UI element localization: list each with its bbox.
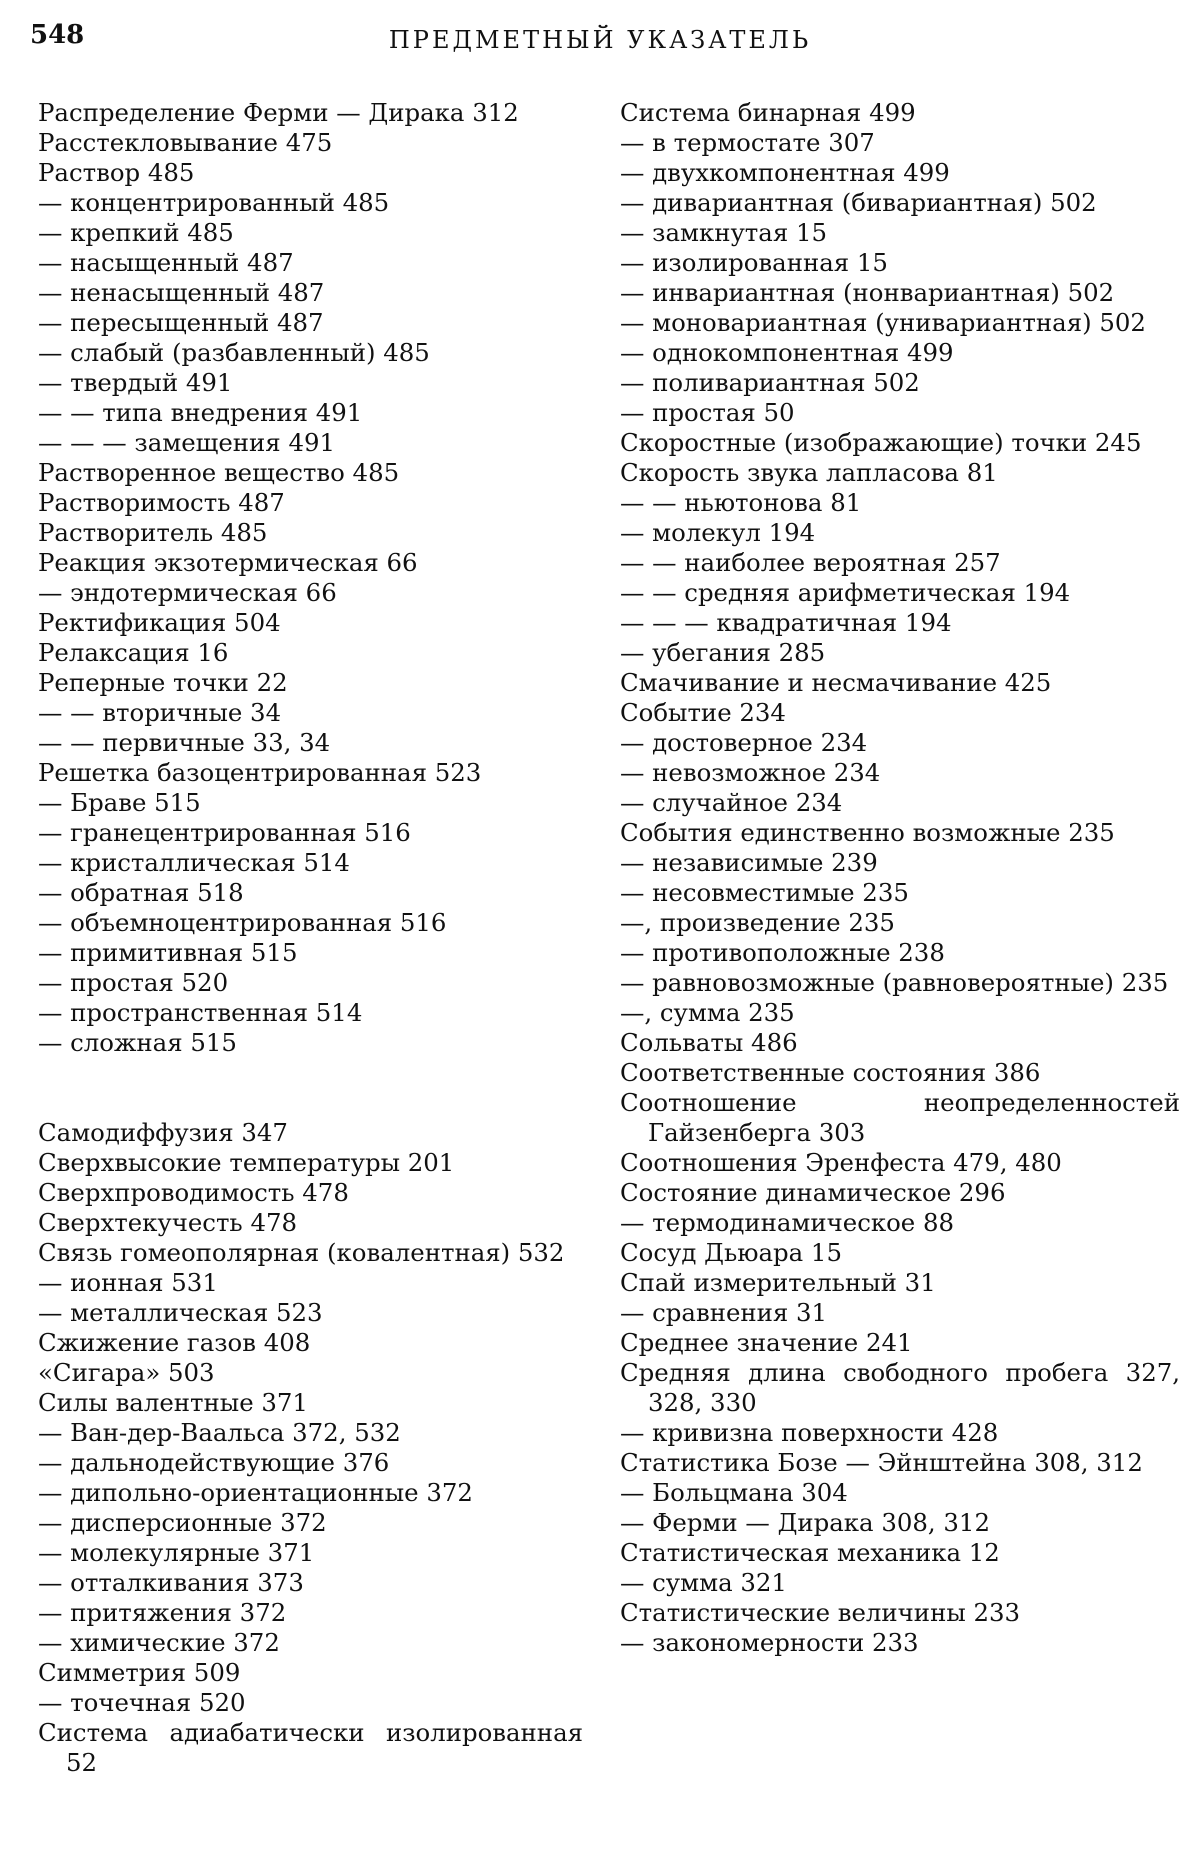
index-entry: Соответственные состояния 386 — [620, 1058, 1041, 1087]
index-entry: — кристаллическая 514 — [38, 848, 350, 877]
index-entry: — Ван-дер-Ваальса 372, 532 — [38, 1418, 401, 1447]
index-column-right — [620, 98, 1180, 1658]
index-entry: Реперные точки 22 — [38, 668, 288, 697]
index-entry: Сольваты 486 — [620, 1028, 798, 1057]
index-entry: Расстекловывание 475 — [38, 128, 333, 157]
index-entry: Скорость звука лапласова 81 — [620, 458, 998, 487]
index-entry: — дальнодействующие 376 — [38, 1448, 390, 1477]
index-entry: — гранецентрированная 516 — [38, 818, 411, 847]
index-entry: — молекул 194 — [620, 518, 816, 547]
index-group-r — [38, 98, 583, 1058]
index-entry: — дипольно-ориентационные 372 — [38, 1478, 473, 1507]
index-entry: Статистические величины 233 — [620, 1598, 1021, 1627]
index-group-s-continued — [620, 98, 1180, 1658]
index-entry: — металлическая 523 — [38, 1298, 323, 1327]
index-entry: Состояние динамическое 296 — [620, 1178, 1006, 1207]
index-entry: Сосуд Дьюара 15 — [620, 1238, 842, 1267]
index-entry: — молекулярные 371 — [38, 1538, 315, 1567]
index-entry: — сложная 515 — [38, 1028, 237, 1057]
index-entry: — ненасыщенный 487 — [38, 278, 325, 307]
index-entry: — сумма 321 — [620, 1568, 787, 1597]
index-entry: — инвариантная (нонвариантная) 502 — [620, 278, 1115, 307]
index-entry: — объемноцентрированная 516 — [38, 908, 447, 937]
index-entry: — — вторичные 34 — [38, 698, 282, 727]
index-entry: — обратная 518 — [38, 878, 244, 907]
index-entry: Система адиабатически изолированная 52 — [38, 1718, 583, 1777]
index-entry: Смачивание и несмачивание 425 — [620, 668, 1052, 697]
index-entry: — достоверное 234 — [620, 728, 868, 757]
index-entry: — независимые 239 — [620, 848, 878, 877]
letter-gap — [38, 1058, 583, 1118]
index-entry: — невозможное 234 — [620, 758, 881, 787]
index-entry: Ректификация 504 — [38, 608, 281, 637]
index-entry: — крепкий 485 — [38, 218, 234, 247]
index-entry: — притяжения 372 — [38, 1598, 287, 1627]
index-entry: — Браве 515 — [38, 788, 201, 817]
index-entry: — убегания 285 — [620, 638, 826, 667]
index-entry: Растворитель 485 — [38, 518, 268, 547]
index-entry: — кривизна поверхности 428 — [620, 1418, 999, 1447]
index-entry: Распределение Ферми — Дирака 312 — [38, 98, 519, 127]
index-entry: — Больцмана 304 — [620, 1478, 848, 1507]
index-entry: — концентрированный 485 — [38, 188, 390, 217]
index-entry: — дивариантная (бивариантная) 502 — [620, 188, 1097, 217]
index-entry: — сравнения 31 — [620, 1298, 828, 1327]
index-entry: Сверхпроводимость 478 — [38, 1178, 349, 1207]
index-entry: — ионная 531 — [38, 1268, 218, 1297]
index-entry: Статистика Бозе — Эйнштейна 308, 312 — [620, 1448, 1143, 1477]
index-entry: — эндотермическая 66 — [38, 578, 337, 607]
index-entry: Спай измерительный 31 — [620, 1268, 936, 1297]
index-entry: — — ньютонова 81 — [620, 488, 862, 517]
index-entry: — — наиболее вероятная 257 — [620, 548, 1001, 577]
index-entry: — примитивная 515 — [38, 938, 298, 967]
index-entry: — Ферми — Дирака 308, 312 — [620, 1508, 990, 1537]
index-entry: Самодиффузия 347 — [38, 1118, 288, 1147]
running-head: ПРЕДМЕТНЫЙ УКАЗАТЕЛЬ — [388, 26, 812, 54]
index-entry: Силы валентные 371 — [38, 1388, 308, 1417]
page-number: 548 — [30, 20, 85, 50]
index-entry: — точечная 520 — [38, 1688, 246, 1717]
index-entry: — закономерности 233 — [620, 1628, 919, 1657]
index-entry: — слабый (разбавленный) 485 — [38, 338, 430, 367]
index-entry: Система бинарная 499 — [620, 98, 916, 127]
index-entry: Сжижение газов 408 — [38, 1328, 311, 1357]
index-entry: — равновозможные (равновероятные) 235 — [620, 968, 1169, 997]
index-entry: — дисперсионные 372 — [38, 1508, 327, 1537]
index-entry: — поливариантная 502 — [620, 368, 920, 397]
index-entry: — изолированная 15 — [620, 248, 888, 277]
index-entry: Связь гомеополярная (ковалентная) 532 — [38, 1238, 565, 1267]
index-entry: — в термостате 307 — [620, 128, 875, 157]
index-entry: — химические 372 — [38, 1628, 280, 1657]
index-entry: — простая 520 — [38, 968, 229, 997]
index-entry: Реакция экзотермическая 66 — [38, 548, 418, 577]
index-entry: Растворенное вещество 485 — [38, 458, 400, 487]
index-entry: Соотношения Эренфеста 479, 480 — [620, 1148, 1062, 1177]
index-entry: Скоростные (изображающие) точки 245 — [620, 428, 1142, 457]
index-entry: — — первичные 33, 34 — [38, 728, 331, 757]
index-entry: Среднее значение 241 — [620, 1328, 913, 1357]
index-entry: — пересыщенный 487 — [38, 308, 324, 337]
index-group-s — [38, 1118, 583, 1778]
index-entry: — — — квадратичная 194 — [620, 608, 952, 637]
index-entry: Симметрия 509 — [38, 1658, 241, 1687]
index-entry: Средняя длина свободного пробега 327, 328, 330 — [620, 1358, 1180, 1417]
index-entry: —, сумма 235 — [620, 998, 795, 1027]
index-entry: — отталкивания 373 — [38, 1568, 304, 1597]
index-entry: — — типа внедрения 491 — [38, 398, 363, 427]
index-entry: Событие 234 — [620, 698, 786, 727]
index-entry: Раствор 485 — [38, 158, 195, 187]
index-entry: — замкнутая 15 — [620, 218, 828, 247]
index-entry: — насыщенный 487 — [38, 248, 294, 277]
index-entry: — — средняя арифметическая 194 — [620, 578, 1071, 607]
index-entry: — — — замещения 491 — [38, 428, 335, 457]
index-entry: — противоположные 238 — [620, 938, 945, 967]
index-entry: «Сигара» 503 — [38, 1358, 215, 1387]
index-entry: Сверхтекучесть 478 — [38, 1208, 298, 1237]
index-entry: — пространственная 514 — [38, 998, 363, 1027]
index-entry: — однокомпонентная 499 — [620, 338, 954, 367]
index-entry: Решетка базоцентрированная 523 — [38, 758, 482, 787]
index-entry: Соотношение неопределенностей Гайзенберга 303 — [620, 1088, 1180, 1147]
index-entry: Сверхвысокие температуры 201 — [38, 1148, 455, 1177]
index-entry: Растворимость 487 — [38, 488, 285, 517]
index-entry: — моновариантная (унивариантная) 502 — [620, 308, 1146, 337]
index-entry: — простая 50 — [620, 398, 795, 427]
index-entry: Релаксация 16 — [38, 638, 229, 667]
index-entry: События единственно возможные 235 — [620, 818, 1115, 847]
index-entry: Статистическая механика 12 — [620, 1538, 1000, 1567]
index-entry: — твердый 491 — [38, 368, 233, 397]
index-entry: — случайное 234 — [620, 788, 843, 817]
index-entry: — двухкомпонентная 499 — [620, 158, 950, 187]
index-entry: —, произведение 235 — [620, 908, 895, 937]
index-entry: — термодинамическое 88 — [620, 1208, 955, 1237]
index-entry: — несовместимые 235 — [620, 878, 909, 907]
index-column-left — [38, 98, 583, 1778]
